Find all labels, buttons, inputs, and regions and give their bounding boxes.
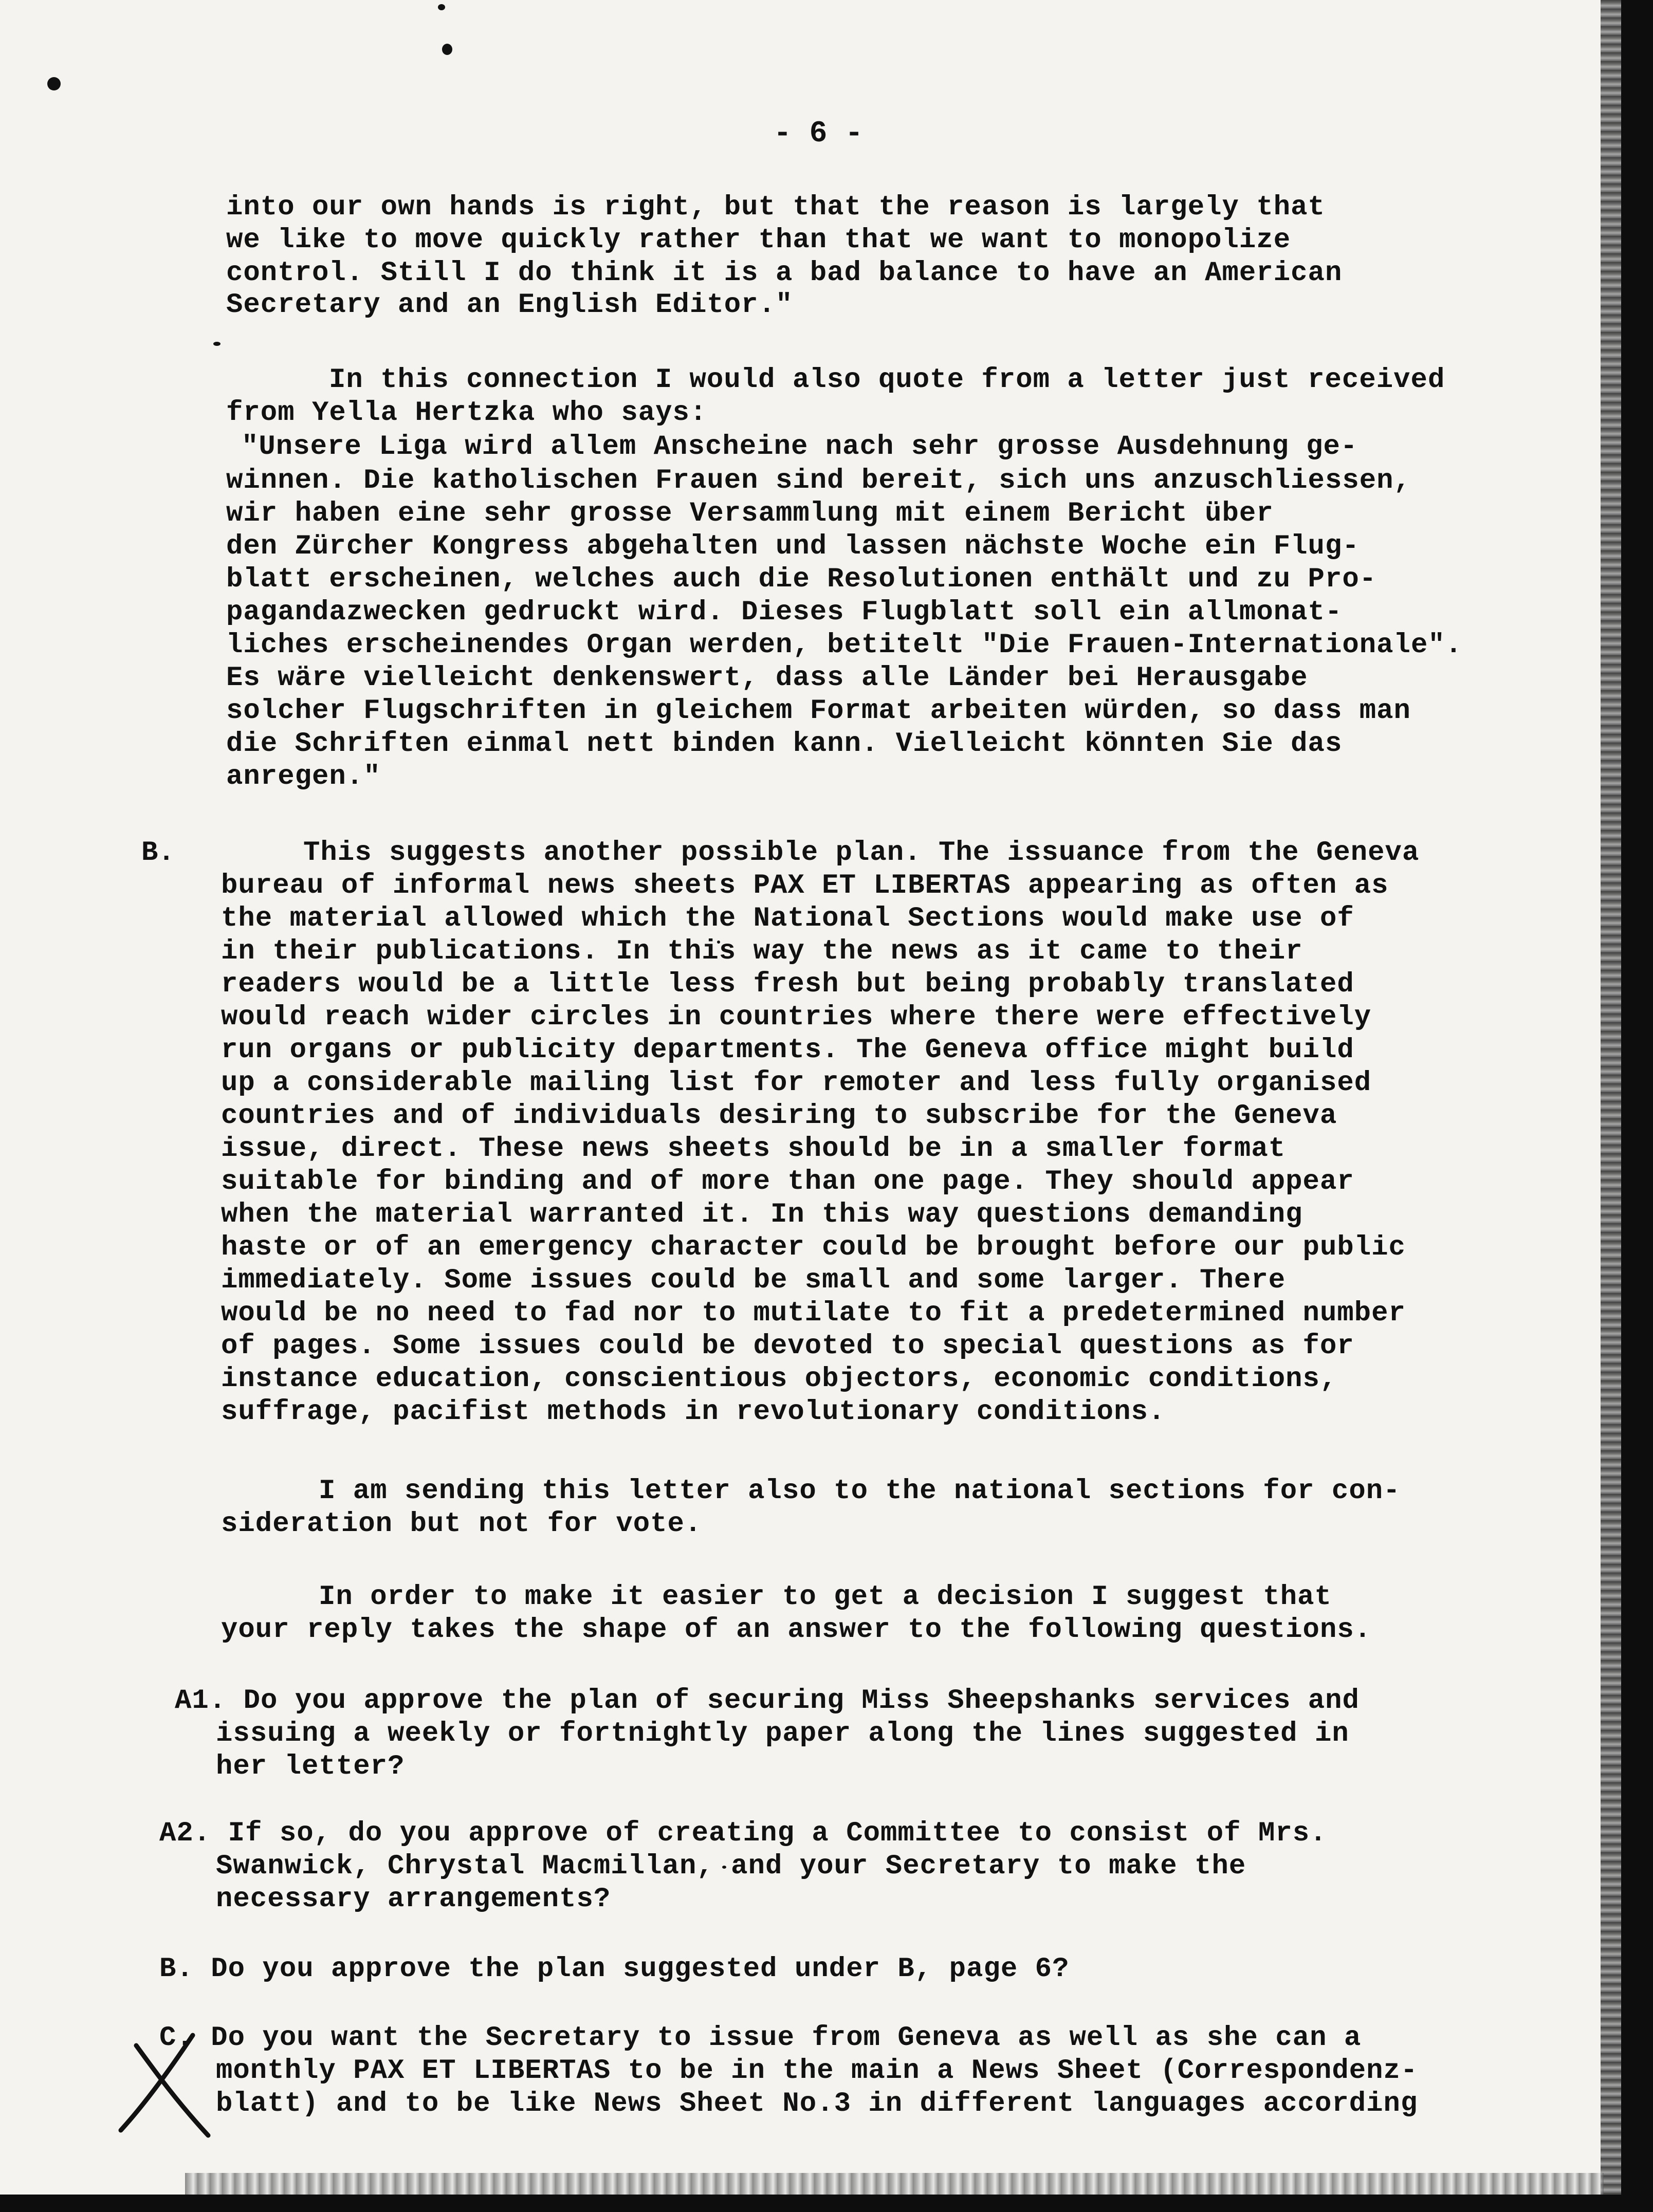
text-line: monthly PAX ET LIBERTAS to be in the main a News Sheet (Correspondenz- — [216, 2055, 1418, 2087]
text-line: when the material warranted it. In this way questions demanding — [221, 1199, 1303, 1230]
question-b: B. Do you approve the plan suggested under B, page 6? — [159, 1953, 1070, 1985]
text-line: issue, direct. These news sheets should be in a smaller format — [221, 1133, 1286, 1165]
text-line: In this connection I would also quote from a letter just received — [329, 364, 1445, 396]
text-line: solcher Flugschriften in gleichem Format arbeiten würden, so dass man — [226, 695, 1411, 727]
scan-speck — [47, 77, 61, 90]
text-line: into our own hands is right, but that the reason is largely that — [226, 192, 1325, 223]
scan-border-right — [1621, 0, 1653, 2212]
text-line: your reply takes the shape of an answer to the following questions. — [221, 1614, 1372, 1646]
text-line: countries and of individuals desiring to subscribe for the Geneva — [221, 1100, 1337, 1132]
text-line: blatt erscheinen, welches auch die Resolutionen enthält und zu Pro- — [226, 564, 1377, 595]
scan-edge-shadow-bottom — [185, 2173, 1604, 2195]
text-line: up a considerable mailing list for remoter and less fully organised — [221, 1067, 1372, 1099]
text-line: suffrage, pacifist methods in revolutionary conditions. — [221, 1396, 1166, 1428]
text-line: necessary arrangements? — [216, 1884, 611, 1915]
text-line: blatt) and to be like News Sheet No.3 in different languages according — [216, 2088, 1418, 2119]
text-line: her letter? — [216, 1751, 405, 1782]
question-c: C. Do you want the Secretary to issue from Geneva as well as she can a — [159, 2022, 1362, 2054]
text-line: Swanwick, Chrystal Macmillan, and your Secretary to make the — [216, 1851, 1246, 1882]
question-a2: A2. If so, do you approve of creating a Committee to consist of Mrs. — [159, 1818, 1327, 1849]
text-line: immediately. Some issues could be small and some larger. There — [221, 1265, 1286, 1296]
text-line: Es wäre vielleicht denkenswert, dass alle Länder bei Herausgabe — [226, 662, 1308, 694]
text-line: winnen. Die katholischen Frauen sind bereit, sich uns anzuschliessen, — [226, 465, 1411, 496]
text-line: of pages. Some issues could be devoted to special questions as for — [221, 1331, 1354, 1362]
section-marker-b: B. — [141, 837, 175, 869]
text-line: we like to move quickly rather than that we want to monopolize — [226, 225, 1291, 256]
text-line: issuing a weekly or fortnightly paper along the lines suggested in — [216, 1718, 1349, 1749]
text-line: This suggests another possible plan. The issuance from the Geneva — [303, 837, 1420, 869]
text-line: den Zürcher Kongress abgehalten und lassen nächste Woche ein Flug- — [226, 531, 1360, 562]
text-line: "Unsere Liga wird allem Anscheine nach sehr grosse Ausdehnung ge- — [242, 431, 1358, 463]
text-line: In order to make it easier to get a decision I suggest that — [319, 1581, 1332, 1613]
text-line: anregen." — [226, 761, 381, 792]
text-line: liches erscheinendes Organ werden, betitelt "Die Frauen-Internationale". — [226, 630, 1463, 661]
text-line: sideration but not for vote. — [221, 1508, 702, 1540]
text-line: die Schriften einmal nett binden kann. Vielleicht könnten Sie das — [226, 728, 1343, 760]
text-line: Secretary and an English Editor." — [226, 289, 793, 321]
text-line: suitable for binding and of more than one page. They should appear — [221, 1166, 1354, 1197]
text-line: would reach wider circles in countries where there were effectively — [221, 1002, 1372, 1033]
text-line: run organs or publicity departments. The Geneva office might build — [221, 1035, 1354, 1066]
scan-edge-shadow-right — [1601, 0, 1621, 2212]
text-line: instance education, conscientious objectors, economic conditions, — [221, 1363, 1337, 1395]
text-line: in their publications. In this way the news as it came to their — [221, 936, 1303, 967]
text-line: haste or of an emergency character could be brought before our public — [221, 1232, 1406, 1263]
handwritten-x-mark — [116, 2025, 218, 2143]
scan-border-bottom — [0, 2195, 1653, 2212]
text-line: I am sending this letter also to the national sections for con- — [319, 1476, 1401, 1507]
text-line: would be no need to fad nor to mutilate to fit a predetermined number — [221, 1298, 1406, 1329]
scan-speck — [442, 44, 452, 55]
text-line: readers would be a little less fresh but being probably translated — [221, 969, 1354, 1000]
text-line: pagandazwecken gedruckt wird. Dieses Flugblatt soll ein allmonat- — [226, 597, 1343, 628]
page-number: - 6 - — [774, 117, 864, 151]
text-line: control. Still I do think it is a bad balance to have an American — [226, 257, 1343, 289]
text-line: the material allowed which the National Sections would make use of — [221, 903, 1354, 934]
text-line: from Yella Hertzka who says: — [226, 397, 707, 429]
scan-speck — [213, 342, 221, 346]
question-a1: A1. Do you approve the plan of securing Miss Sheepshanks services and — [175, 1685, 1360, 1717]
text-line: wir haben eine sehr grosse Versammlung mit einem Bericht über — [226, 498, 1274, 529]
text-line: bureau of informal news sheets PAX ET LIBERTAS appearing as often as — [221, 870, 1389, 901]
scan-speck — [438, 4, 445, 10]
